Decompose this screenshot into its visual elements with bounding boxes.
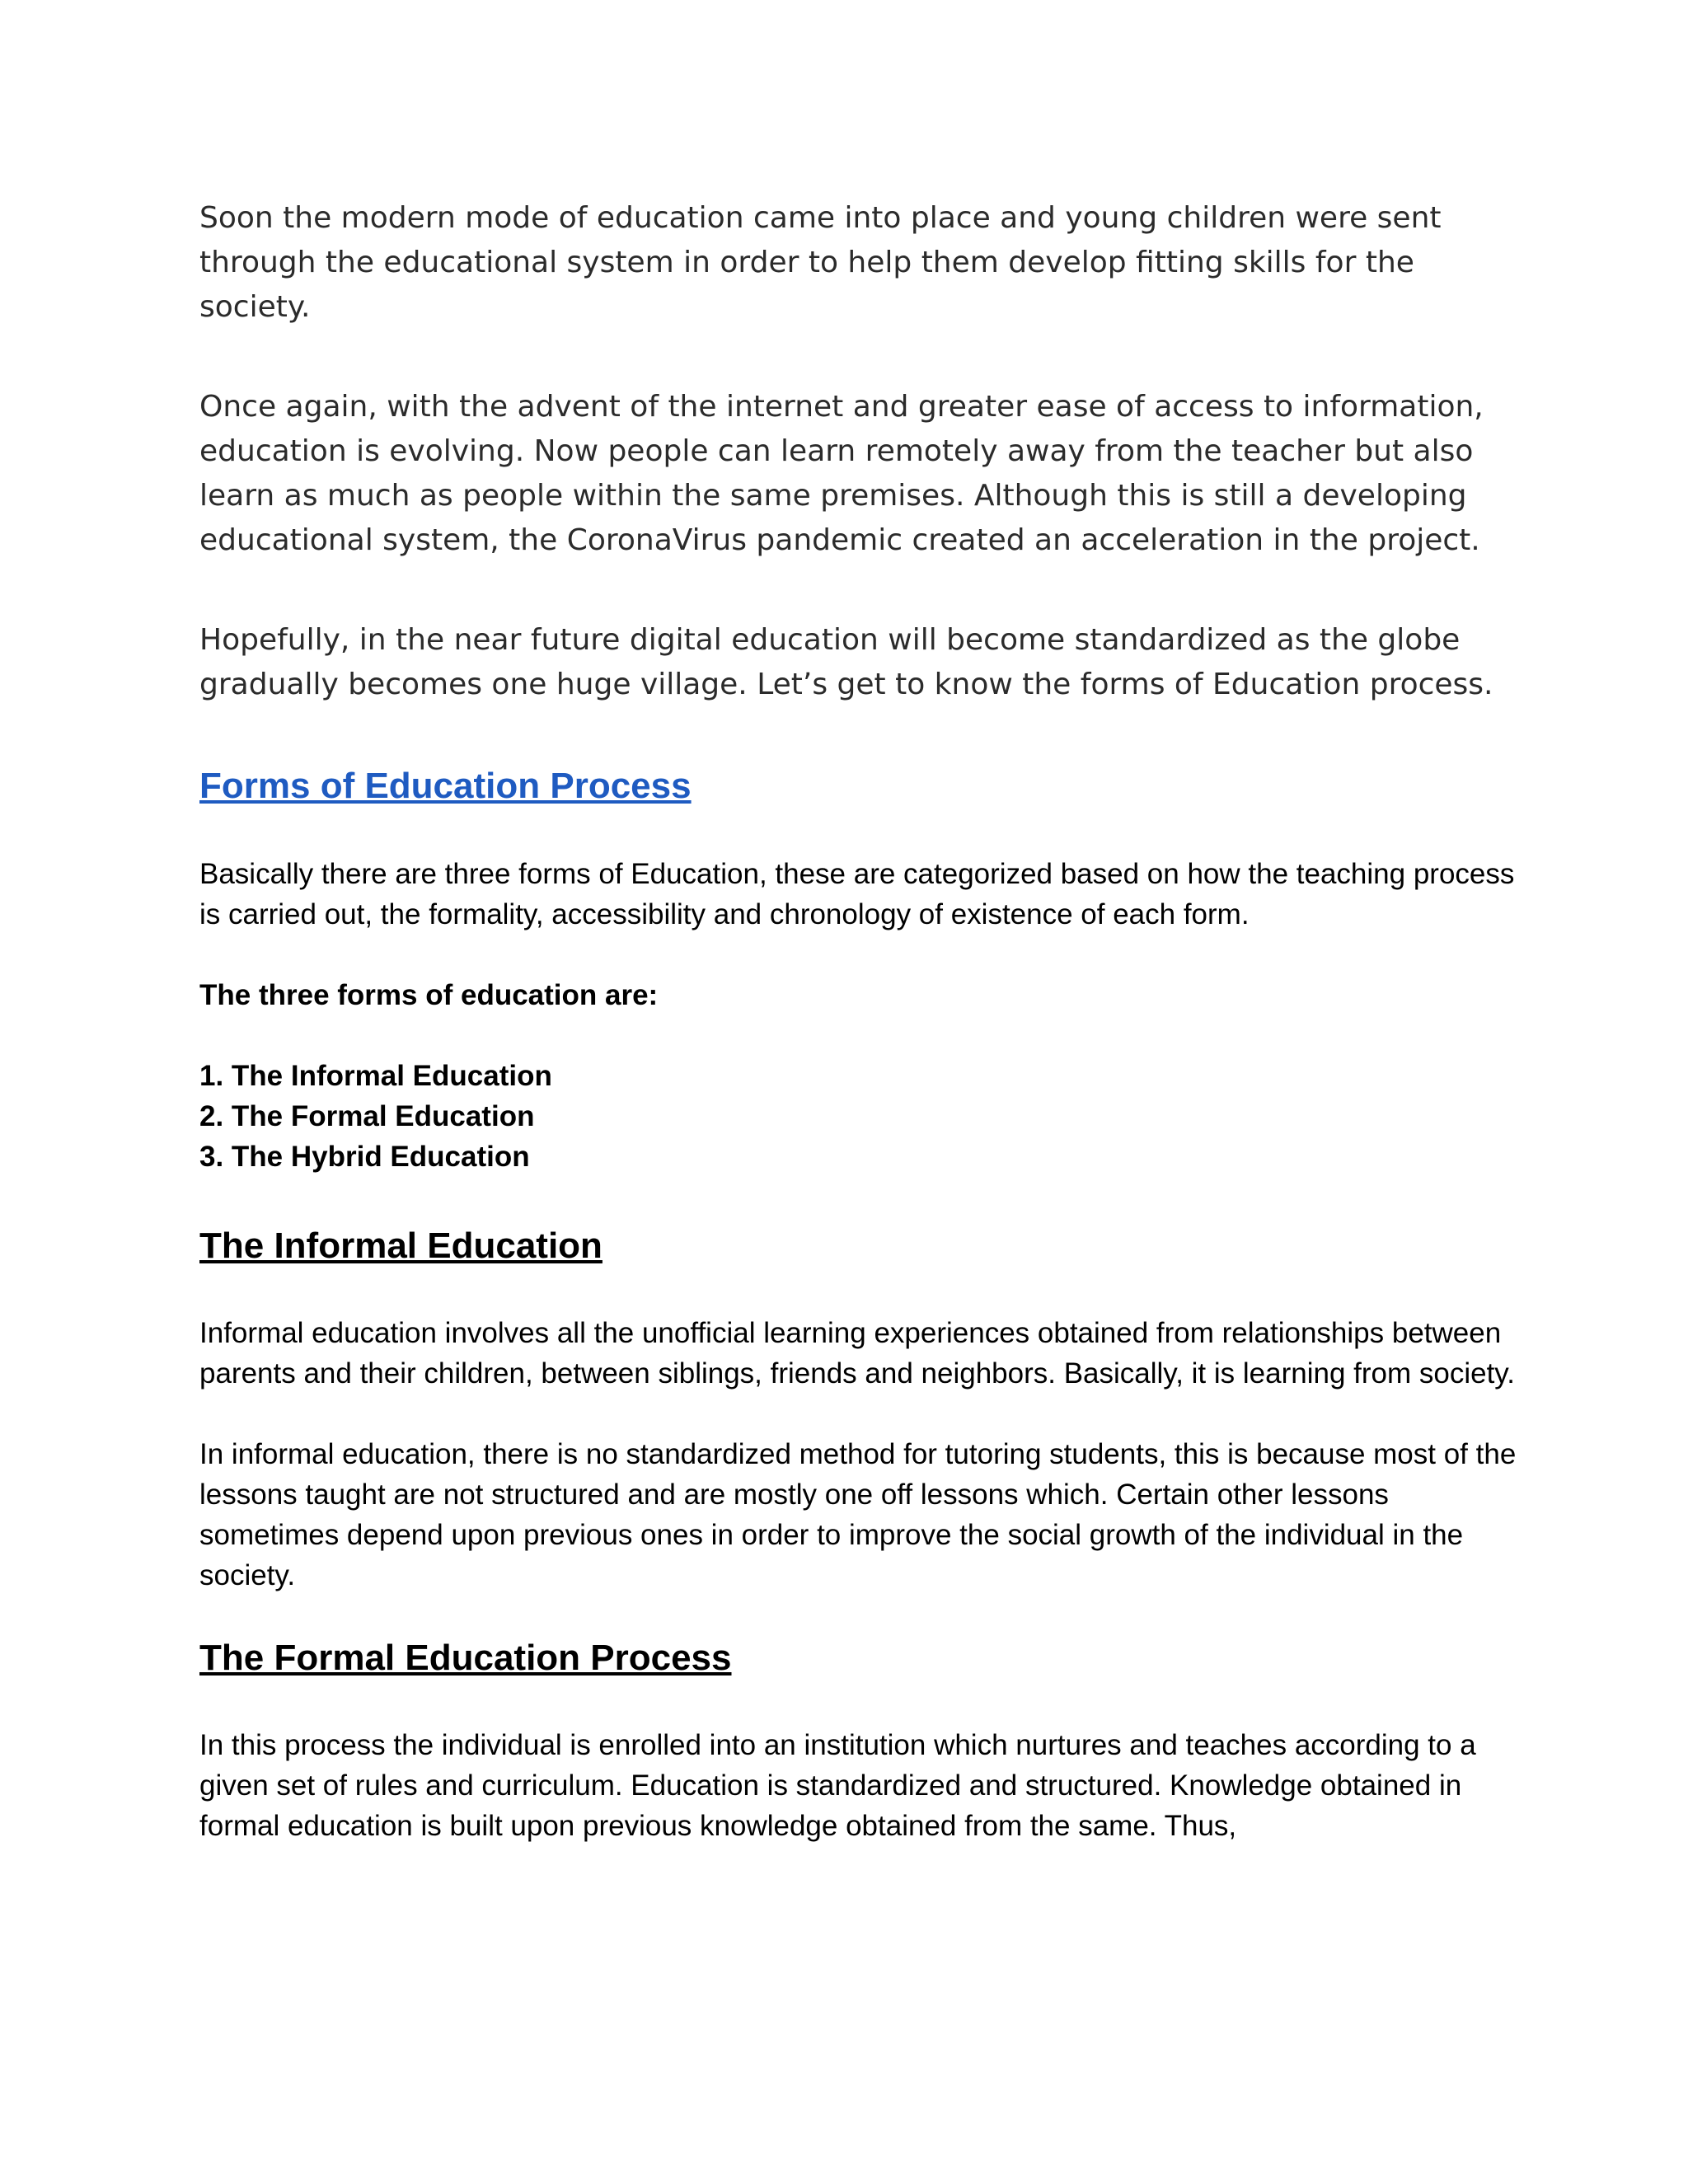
list-item-formal: 2. The Formal Education: [199, 1100, 535, 1132]
forms-intro-paragraph: Basically there are three forms of Education, these are categorized based on how the teaching process is carried out, the formality, accessibility and chronology of existence of each form.: [199, 858, 1515, 930]
intro-paragraph-3: Hopefully, in the near future digital education will become standardized as the globe gradually becomes one huge village. Let’s get to know the forms of Education process.: [199, 623, 1493, 701]
formal-paragraph: In this process the individual is enrolled into an institution which nurtures and teaches according to a given set of rules and curriculum. Education is standardized and structured. Knowledge obtained in formal education is built upon previous knowledge obtained from the same. Thus,: [199, 1729, 1476, 1842]
informal-paragraph-2: In informal education, there is no standardized method for tutoring students, this is because most of the lessons taught are not structured and are mostly one off lessons which. Certain other lessons sometimes depend upon previous ones in order to improve the social growth of the individual in the society.: [199, 1438, 1517, 1591]
intro-paragraph-1: Soon the modern mode of education came into place and young children were sent through the educational system in order to help them develop fitting skills for the society.: [199, 201, 1442, 324]
informal-education-heading: The Informal Education: [199, 1226, 603, 1266]
list-item-hybrid: 3. The Hybrid Education: [199, 1141, 530, 1173]
document-content: [199, 196, 1518, 1846]
intro-paragraph-2: Once again, with the advent of the internet and greater ease of access to information, education is evolving. Now people can learn remotely away from the teacher but also learn as much as people within the same premises. Although this is still a developing educational system, the CoronaVirus pandemic created an acceleration in the project.: [199, 390, 1484, 557]
informal-paragraph-1: Informal education involves all the unofficial learning experiences obtained from relationships between parents and their children, between siblings, friends and neighbors. Basically, it is learning from society.: [199, 1317, 1515, 1390]
list-item-informal: 1. The Informal Education: [199, 1060, 552, 1092]
three-forms-label: The three forms of education are:: [199, 979, 659, 1011]
formal-education-heading: The Formal Education Process: [199, 1638, 732, 1678]
forms-list: [199, 1056, 1518, 1177]
forms-of-education-link-heading[interactable]: Forms of Education Process: [199, 766, 692, 806]
